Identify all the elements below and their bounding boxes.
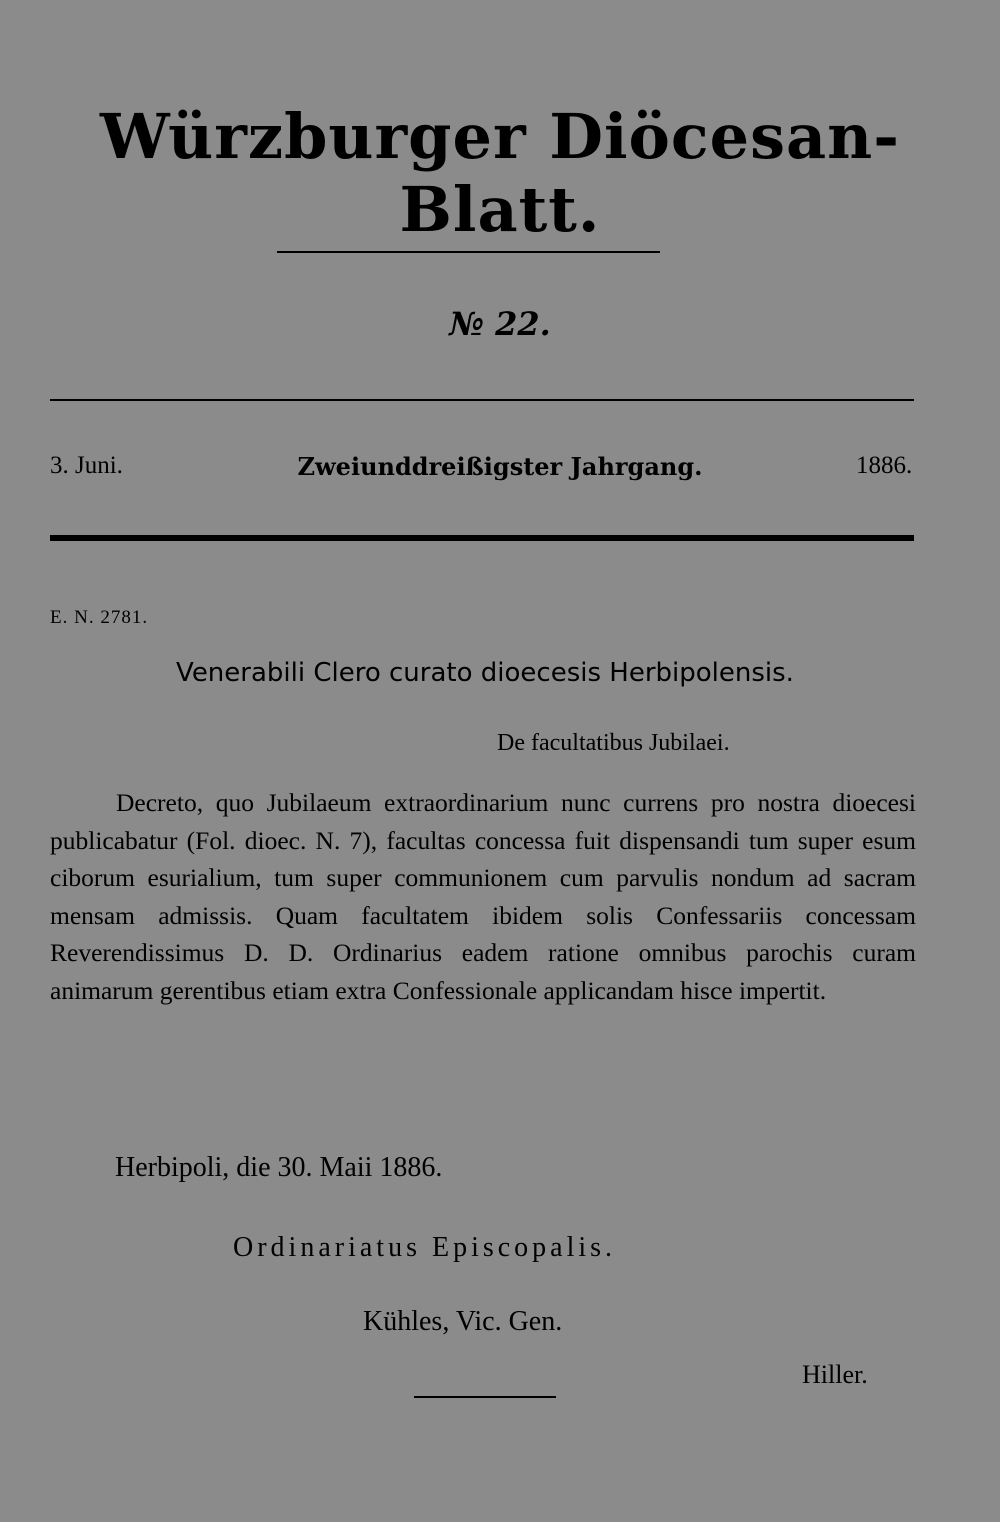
issuing-office: Ordinariatus Episcopalis. (233, 1232, 617, 1263)
reference-number: E. N. 2781. (50, 607, 149, 628)
issue-number: № 22. (449, 305, 551, 343)
masthead-title: Würzburger Diöcesan-Blatt. (100, 100, 900, 246)
dateline-bottom-rule (50, 535, 914, 541)
document-heading: Venerabili Clero curato dioecesis Herbipolensis. (176, 658, 794, 688)
signature-secretary: Hiller. (802, 1360, 868, 1389)
signature-vicar-general: Kühles, Vic. Gen. (363, 1306, 563, 1337)
dateline-top-rule (50, 399, 914, 401)
masthead-divider (277, 251, 660, 253)
document-body (50, 784, 916, 1010)
document-subheading: De facultatibus Jubilaei. (497, 730, 730, 756)
body-paragraph: Decreto, quo Jubilaeum extraordinarium nunc currens pro nostra dioecesi publicabatur (Fol. dioec. N. 7), facultas concessa fuit dispensandi tum super esum ciborum esurialium, tum super communionem cum parvulis nondum ad sacram mensam admissis. Quam facultatem ibidem solis Confessariis concessam Reverendissimus D. D. Ordinarius eadem ratione omnibus parochis curam animarum gerentibus etiam extra Confessionale applicandam hisce impertit. (50, 788, 916, 1005)
place-date-line: Herbipoli, die 30. Maii 1886. (115, 1152, 443, 1183)
closing-rule (414, 1396, 556, 1398)
issue-year: 1886. (856, 452, 913, 479)
issue-date: 3. Juni. (50, 452, 123, 479)
volume-label: Zweiunddreißigster Jahrgang. (297, 452, 703, 481)
